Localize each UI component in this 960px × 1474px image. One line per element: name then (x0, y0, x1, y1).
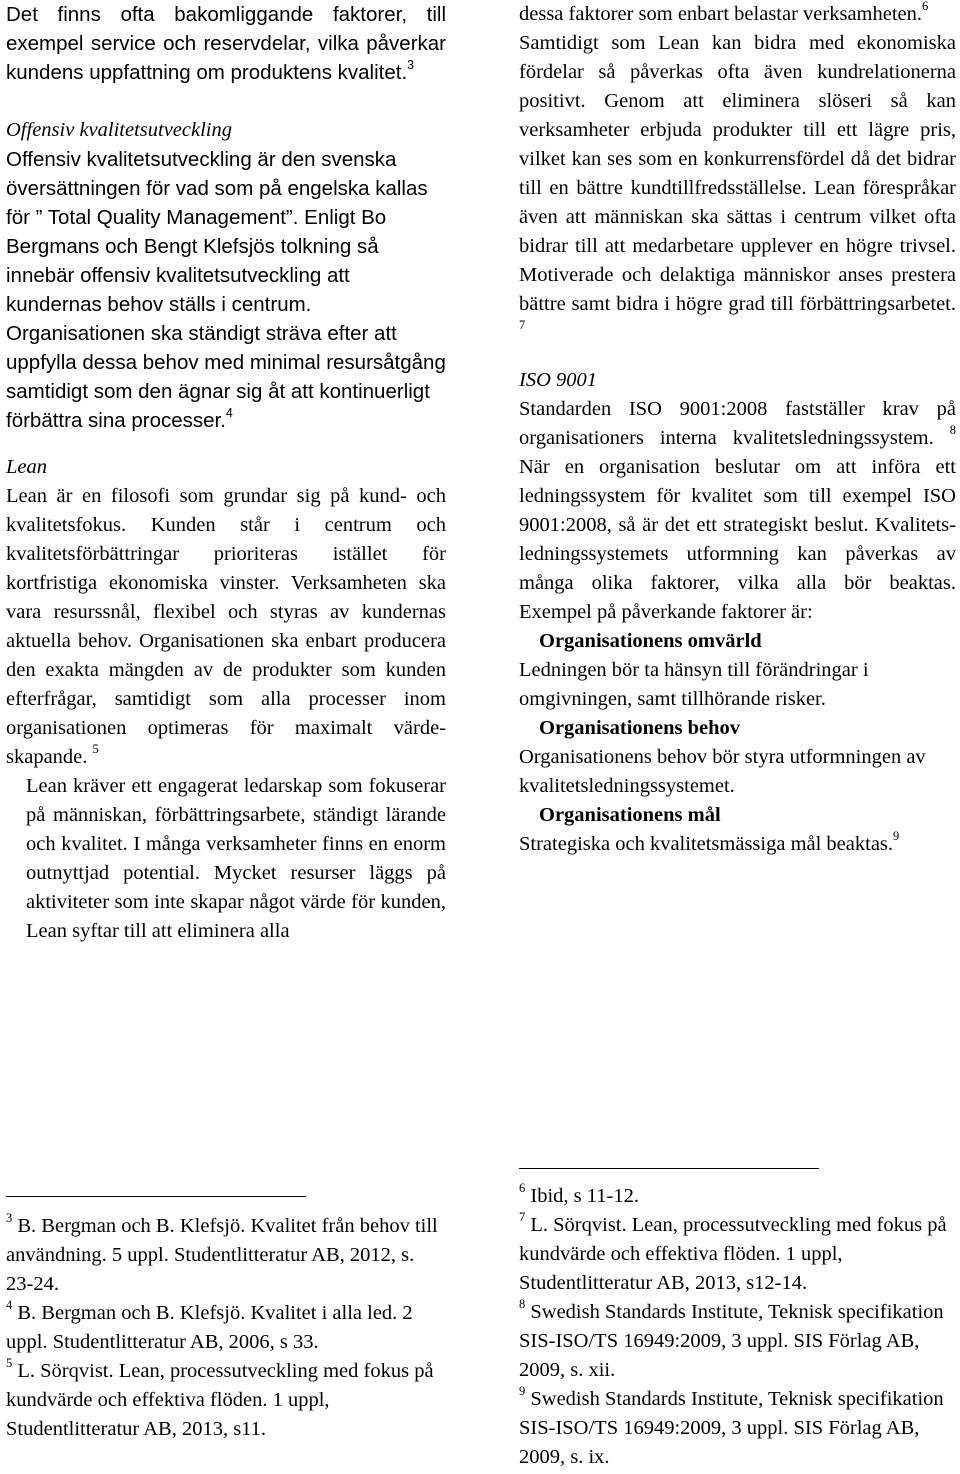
footnote: $^7$ L. Sörqvist. Lean, processutveckling med fokus på kundvärde och effektiva flöden. 1 uppl, Studentlitteratur AB, 2013, s12-14. (519, 1210, 947, 1294)
heading-offensiv: Offensiv kvalitetsutveckling (6, 119, 232, 141)
footnote: $^5$ L. Sörqvist. Lean, processutveckling med fokus på kundvärde och effektiva flöden. 1 uppl, Studentlitteratur AB, 2013, s11. (6, 1356, 434, 1440)
footnote-ref[interactable]: 7 (519, 318, 526, 333)
footnote: $^9$ Swedish Standards Institute, Teknisk specifikation SIS-ISO/TS 16949:2009, 3 uppl. SIS Förlag AB, 2009, s. ix. (519, 1384, 944, 1468)
paragraph-lean: Lean är en filosofi som grundar sig på kund- och kvalitetsfokus. Kunden står i centrum och kvalitetsförbättringar prioriteras istället för kortfristiga ekonomiska vinster. Verksamheten ska vara resurssnål, flexibel och styras av kundernas aktuella behov. Organisationen ska enbart producera den exakta mängden av de produkter som kunden efterfrågar, samtidigt som alla processer inom organisationen optimeras för maximalt värde-skapande. $^5$ (6, 485, 446, 768)
paragraph-offensiv: Offensiv kvalitetsutveckling är den svenska översättningen för vad som på engelska kallas för ” Total Quality Management”. Enligt Bo Bergmans och Bengt Klefsjös tolkning så innebär offensiv kvalitetsutveckling att kundernas behov ställs i centrum. Organisationen ska ständigt sträva efter att uppfylla dessa behov med minimal resursåtgång samtidigt som den ägnar sig åt att kontinuerligt förbättra sina processer.$^4$ (6, 148, 446, 432)
heading-iso: ISO 9001 (519, 369, 598, 391)
paragraph-belastar: dessa faktorer som enbart belastar verksamheten.$^6$ (519, 0, 929, 25)
paragraph-iso: Standarden ISO 9001:2008 fastställer krav på organisationers interna kvalitetsledningssystem. $^8$ När en organisation beslutar om att införa ett ledningssystem för kvalitet som till exempel ISO 9001:2008, så är det ett strategiskt beslut. Kvalitets-ledningssystemets utformning kan påverkas av många olika faktorer, vilka alla bör beaktas. Exempel på påverkande faktorer är: (519, 398, 956, 623)
footnote-ref[interactable]: 9 (893, 829, 900, 844)
footnote-rule-left (6, 1196, 306, 1197)
footnote-rule-right (519, 1168, 819, 1169)
footnote: $^3$ B. Bergman och B. Klefsjö. Kvalitet från behov till användning. 5 uppl. Studentlitteratur AB, 2012, s. 23-24. (6, 1211, 438, 1295)
left-column (6, 0, 446, 946)
footnote: $^4$ B. Bergman och B. Klefsjö. Kvalitet i alla led. 2 uppl. Studentlitteratur AB, 2006, s 33. (6, 1298, 413, 1353)
footnote-ref[interactable]: 5 (92, 742, 99, 757)
bullet-title-omvarld: Organisationens omvärld (539, 630, 762, 652)
bullet-title-behov: Organisationens behov (539, 717, 741, 739)
paragraph-faktorer: Det finns ofta bakomliggande faktorer, till exempel service och reservdelar, vilka påverkar kundens uppfattning om produktens kvalitet.$^3$ (6, 3, 446, 84)
heading-lean: Lean (6, 456, 47, 478)
footnotes-left (6, 1212, 446, 1444)
paragraph-lean-ledarskap: Lean kräver ett engagerat ledarskap som fokuserar på människan, förbättringsarbete, ständigt lärande och kvalitet. I många verksamheter finns en enorm outnyttjad potential. Mycket resurser läggs på aktiviteter som inte skapar något värde för kunden, Lean syftar till att eliminera alla (26, 775, 446, 942)
footnote: $^6$ Ibid, s 11-12. (519, 1181, 639, 1207)
bullet-text-mal: Strategiska och kvalitetsmässiga mål beaktas.$^9$ (519, 829, 900, 855)
footnote-ref[interactable]: 4 (225, 406, 233, 421)
footnote-ref[interactable]: 6 (922, 0, 929, 14)
footnote-ref[interactable]: 8 (949, 423, 956, 438)
right-column (519, 0, 956, 859)
footnotes-right (519, 1182, 956, 1472)
bullet-title-mal: Organisationens mål (539, 804, 721, 826)
footnote-ref[interactable]: 3 (407, 58, 415, 73)
paragraph-samtidigt: Samtidigt som Lean kan bidra med ekonomiska fördelar så påverkas ofta även kundrelationerna positivt. Genom att eliminera slöseri så kan verksamheter erbjuda produkter till ett lägre pris, vilket kan ses som en konkurrensfördel då det bidrar till en bättre kundtillfredsställelse. Lean förespråkar även att människan ska sättas i centrum vilket ofta bidrar till att medarbetare upplever en högre trivsel. Motiverade och delaktiga människor anses prestera bättre samt bidra i högre grad till förbättringsarbetet. $^7$ (519, 32, 956, 333)
bullet-text-behov: Organisationens behov bör styra utformningen av kvalitetsledningssystemet. (519, 746, 926, 797)
bullet-text-omvarld: Ledningen bör ta hänsyn till förändringar i omgivningen, samt tillhörande risker. (519, 659, 869, 710)
footnote: $^8$ Swedish Standards Institute, Teknisk specifikation SIS-ISO/TS 16949:2009, 3 uppl. SIS Förlag AB, 2009, s. xii. (519, 1297, 944, 1381)
